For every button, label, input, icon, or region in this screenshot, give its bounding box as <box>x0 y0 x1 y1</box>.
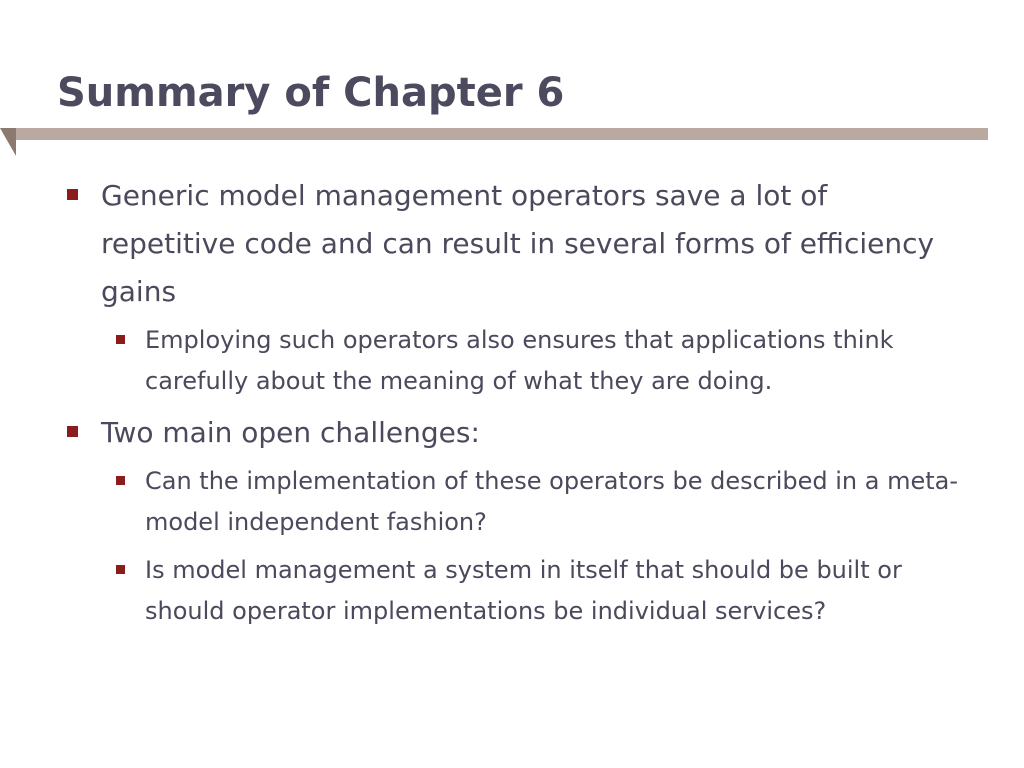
sub-bullet-text: Is model management a system in itself that should be built or should operator implementations be individual services? <box>145 556 902 625</box>
bullet-item <box>64 409 964 457</box>
square-bullet-icon <box>67 426 78 437</box>
square-bullet-icon <box>116 335 125 344</box>
sub-bullet-text: Can the implementation of these operators be described in a meta-model independent fashion? <box>145 467 958 536</box>
bullet-list <box>64 172 964 639</box>
bullet-text: Two main open challenges: <box>101 416 480 449</box>
bullet-text: Generic model management operators save a lot of repetitive code and can result in several forms of efficiency gains <box>101 179 935 308</box>
sub-bullet-item <box>64 461 964 543</box>
sub-bullet-item <box>64 320 964 402</box>
bullet-item <box>64 172 964 316</box>
slide-title: Summary of Chapter 6 <box>57 70 565 116</box>
sub-bullet-item <box>64 550 964 632</box>
sub-bullet-text: Employing such operators also ensures that applications think carefully about the meaning of what they are doing. <box>145 326 894 395</box>
title-rule-notch <box>0 128 16 156</box>
square-bullet-icon <box>116 565 125 574</box>
square-bullet-icon <box>116 476 125 485</box>
title-rule <box>16 128 988 140</box>
square-bullet-icon <box>67 189 78 200</box>
